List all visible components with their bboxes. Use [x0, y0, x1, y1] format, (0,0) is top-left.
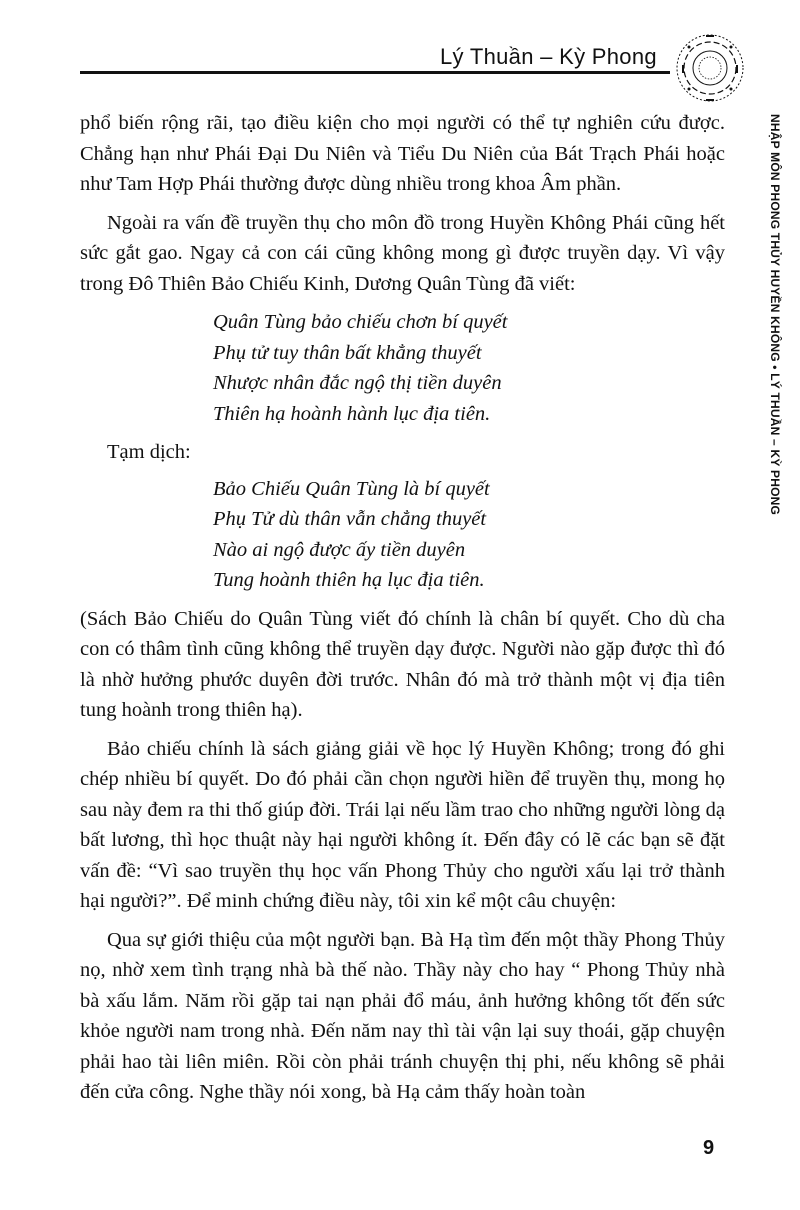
- translation-label: Tạm dịch:: [107, 441, 191, 463]
- poem-line: Bảo Chiếu Quân Tùng là bí quyết: [213, 477, 490, 500]
- running-header-author: Lý Thuần – Kỳ Phong: [440, 44, 657, 69]
- poem-original: [213, 307, 725, 429]
- paragraph-4: Bảo chiếu chính là sách giảng giải về học lý Huyền Không; trong đó ghi chép nhiều bí quyết. Do đó phải cần chọn người hiền để truyền thụ, mong họ sau này đem ra thi thố giúp đời. Trái lại nếu lầm trao cho những người lòng dạ bất lương, thì học thuật này hại người không ít. Đến đây có lẽ các bạn sẽ đặt vấn đề: “Vì sao truyền thụ học vấn Phong Thủy cho người xấu lại trở thành hại người?”. Để minh chứng điều này, tôi xin kể một câu chuyện:: [80, 737, 725, 912]
- poem-line: Nhược nhân đắc ngộ thị tiền duyên: [213, 372, 502, 394]
- poem-line: Nào ai ngộ được ấy tiền duyên: [213, 538, 466, 561]
- poem-line: Quân Tùng bảo chiếu chơn bí quyết: [213, 311, 508, 333]
- poem-translation: [213, 474, 725, 596]
- paragraph-3: (Sách Bảo Chiếu do Quân Tùng viết đó chính là chân bí quyết. Cho dù cha con có thâm tình cũng không thể truyền dạy được. Người nào gặp được thì đó là nhờ hưởng phước duyên đời trước. Nhân đó mà trở thành một vị địa tiên tung hoành trong thiên hạ).: [80, 607, 725, 721]
- page-body: [80, 108, 725, 1116]
- paragraph-2: Ngoài ra vấn đề truyền thụ cho môn đồ trong Huyền Không Phái cũng hết sức gắt gao. Ngay cả con cái cũng không mong gì được truyền dạy. Vì vậy trong Đô Thiên Bảo Chiếu Kinh, Dương Quân Tùng đã viết:: [80, 211, 725, 295]
- poem-line: Thiên hạ hoành hành lục địa tiên.: [213, 402, 491, 425]
- paragraph-1: phổ biến rộng rãi, tạo điều kiện cho mọi người có thể tự nghiên cứu được. Chẳng hạn như Phái Đại Du Niên và Tiểu Du Niên của Bát Trạch Phái hoặc như Tam Hợp Phái thường được dùng nhiều trong khoa Âm phần.: [80, 112, 725, 195]
- bagua-seal-icon: [664, 30, 756, 110]
- poem-line: Phụ tử tuy thân bất khẳng thuyết: [213, 341, 482, 364]
- poem-line: Phụ Tử dù thân vẫn chẳng thuyết: [213, 508, 487, 530]
- paragraph-5: Qua sự giới thiệu của một người bạn. Bà Hạ tìm đến một thầy Phong Thủy nọ, nhờ xem tình trạng nhà bà thế nào. Thầy này cho hay “ Phong Thủy nhà bà xấu lắm. Năm rồi gặp tai nạn phải đổ máu, ảnh hưởng không tốt đến sức khỏe người nam trong nhà. Đến năm nay thì tài vận lại suy thoái, gặp chuyện phải hao tài liên miên. Rồi còn phải tránh chuyện thị phi, nếu không sẽ phải đến cửa công. Nghe thầy nói xong, bà Hạ cảm thấy hoàn toàn: [80, 928, 725, 1103]
- spine-vertical-title: NHẬP MÔN PHONG THỦY HUYỀN KHÔNG • LÝ THUẦN – KỲ PHONG: [768, 114, 782, 516]
- page-number: 9: [703, 1137, 715, 1159]
- header-rule: [80, 71, 670, 74]
- poem-line: Tung hoành thiên hạ lục địa tiên.: [213, 569, 485, 591]
